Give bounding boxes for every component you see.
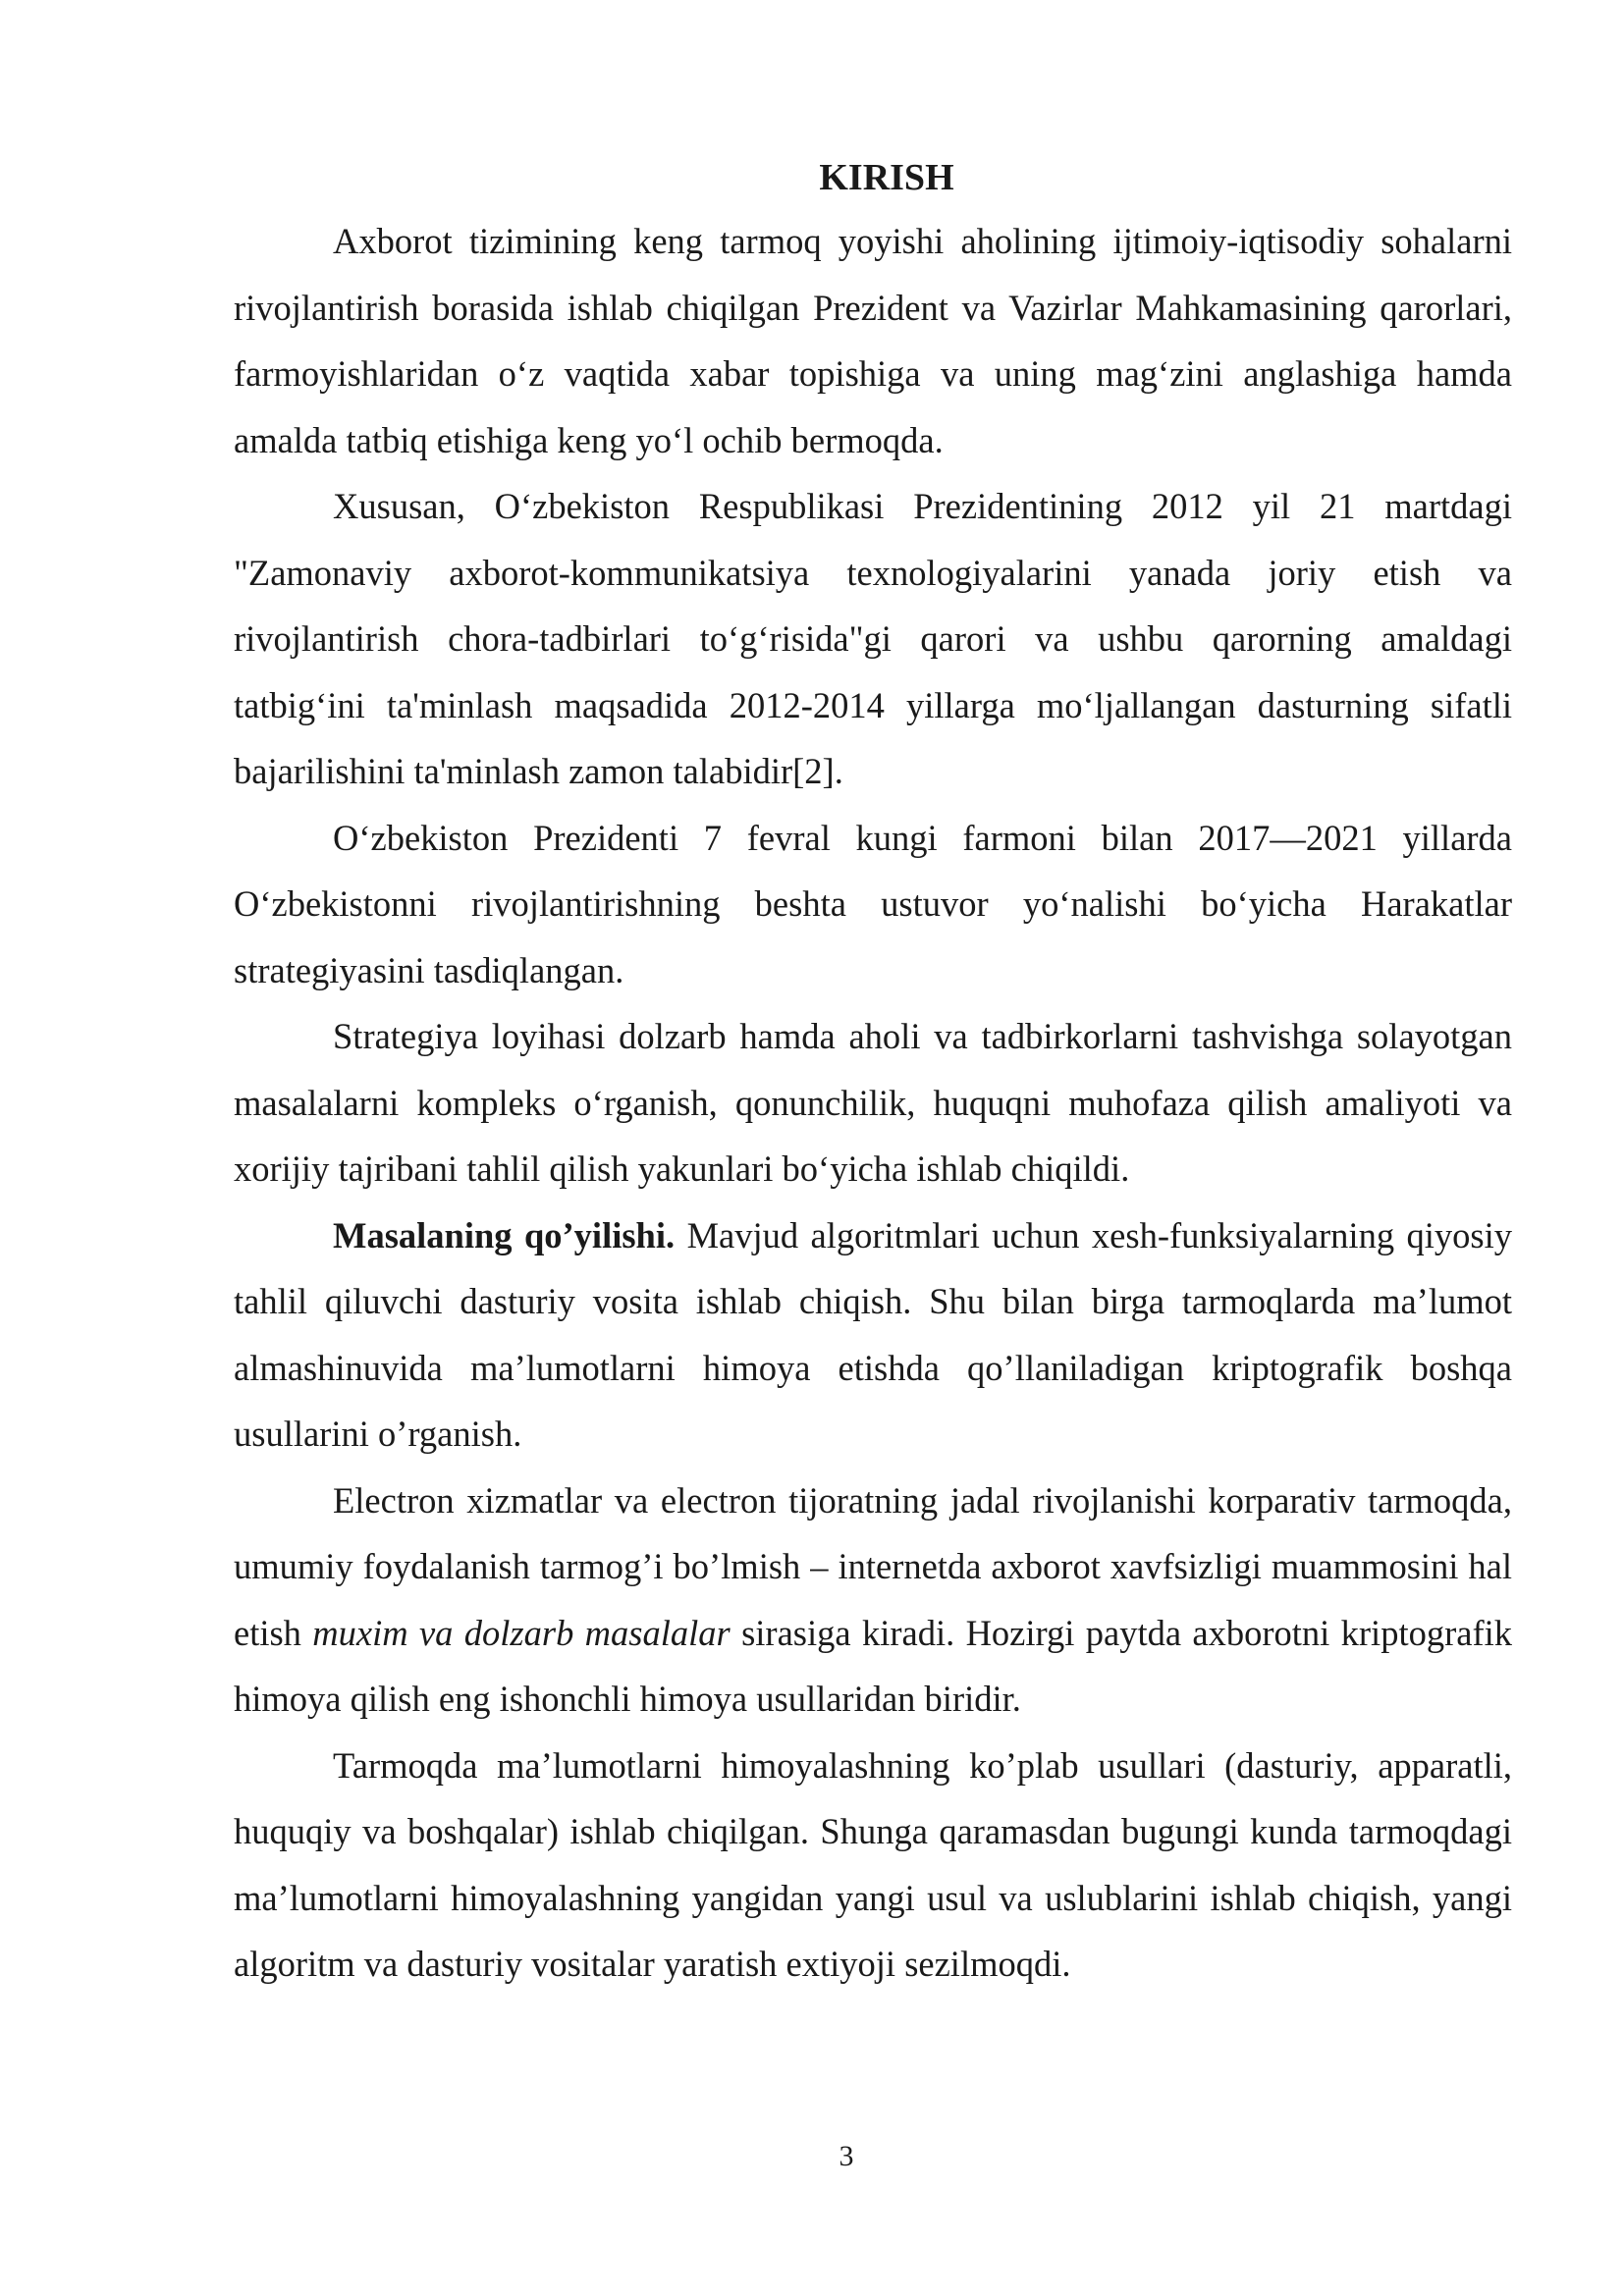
problem-statement-label: Masalaning qo’yilishi. bbox=[333, 1214, 676, 1255]
paragraph-7: Tarmoqda ma’lumotlarni himoyalashning ko’plab usullari (dasturiy, apparatli, huquqiy va boshqalar) ishlab chiqilgan. Shunga qaramasdan bugungi kunda tarmoqdagi ma’lumotlarni himoyalashning yangidan yangi usul va uslublarini ishlab chiqish, yangi algoritm va dasturiy vositalar yaratish extiyoji sezilmoqdi. bbox=[234, 1744, 1512, 1984]
paragraph-6 bbox=[234, 1468, 1512, 1733]
page-number: 3 bbox=[839, 2140, 854, 2172]
paragraph-1: Axborot tizimining keng tarmoq yoyishi aholining ijtimoiy-iqtisodiy sohalarni rivojlantirish borasida ishlab chiqilgan Prezident va Vazirlar Mahkamasining qarorlari, farmoyishlaridan o‘z vaqtida xabar topishiga va uning mag‘zini anglashiga hamda amalda tatbiq etishiga keng yo‘l ochib bermoqda. bbox=[234, 221, 1512, 460]
document-page bbox=[234, 147, 1512, 1998]
paragraph-2: Xususan, O‘zbekiston Respublikasi Prezidentining 2012 yil 21 martdagi "Zamonaviy axborot-kommunikatsiya texnologiyalarini yanada joriy etish va rivojlantirish chora-tadbirlari to‘g‘risida"gi qarori va ushbu qarorning amaldagi tatbig‘ini ta'minlash maqsadida 2012-2014 yillarga mo‘ljallangan dasturning sifatli bajarilishini ta'minlash zamon talabidir[2]. bbox=[234, 486, 1512, 791]
paragraph-5-text: Mavjud algoritmlari uchun xesh-funksiyalarning qiyosiy tahlil qiluvchi dasturiy vosita ishlab chiqish. Shu bilan birga tarmoqlarda ma’lumot almashinuvida ma’lumotlarni himoya etishda qo’llaniladigan kriptografik boshqa usullarini o’rganish. bbox=[234, 1214, 1512, 1454]
paragraph-6-emphasis: muxim va dolzarb masalalar bbox=[312, 1612, 731, 1653]
paragraph-5 bbox=[234, 1202, 1512, 1468]
paragraph-3: O‘zbekiston Prezidenti 7 fevral kungi farmoni bilan 2017—2021 yillarda O‘zbekistonni rivojlantirishning beshta ustuvor yo‘nalishi bo‘yicha Harakatlar strategiyasini tasdiqlangan. bbox=[234, 817, 1512, 990]
paragraph-4: Strategiya loyihasi dolzarb hamda aholi va tadbirkorlarni tashvishga solayotgan masalalarni kompleks o‘rganish, qonunchilik, huquqni muhofaza qilish amaliyoti va xorijiy tajribani tahlil qilish yakunlari bo‘yicha ishlab chiqildi. bbox=[234, 1016, 1512, 1189]
paragraph-6-start: Electron xizmatlar va electron tijoratning jadal rivojlanishi korparativ tarmoqda, umumiy foydalanish tarmog’i bo’lmish – internetda axborot xavfsizligi muammosini hal etish bbox=[234, 1479, 1512, 1653]
section-heading: KIRISH bbox=[819, 157, 954, 198]
paragraph-6-end: sirasiga kiradi. Hozirgi paytda axborotni kriptografik himoya qilish eng ishonchli himoya usullaridan biridir. bbox=[234, 1612, 1512, 1719]
